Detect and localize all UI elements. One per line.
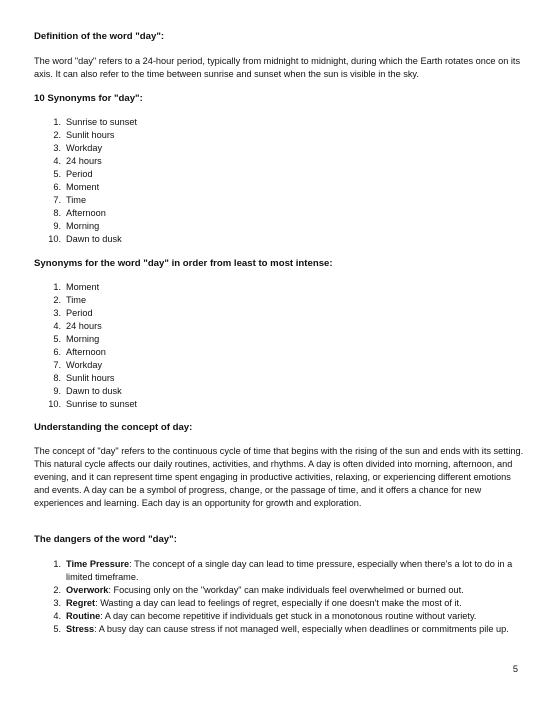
list-item: 4. 24 hours	[53, 321, 102, 331]
list-item: 1. Time Pressure: The concept of a single day can lead to time pressure, especially when there's a lot to do in a limited timeframe.	[53, 559, 513, 582]
definition-heading: Definition of the word "day":	[34, 31, 165, 42]
list-item: 7. Workday	[53, 360, 103, 370]
list-item: 9. Dawn to dusk	[53, 386, 122, 396]
list-item: 9. Morning	[53, 221, 100, 231]
list-item: 3. Workday	[53, 143, 103, 153]
list-item: 1. Sunrise to sunset	[53, 117, 137, 127]
list-item: 3. Period	[53, 308, 93, 318]
list-item: 8. Afternoon	[53, 208, 106, 218]
intensity-list	[34, 281, 137, 411]
list-item: 10. Sunrise to sunset	[48, 399, 137, 409]
dangers-list	[34, 558, 524, 636]
synonyms-heading: 10 Synonyms for "day":	[34, 93, 143, 104]
list-item: 2. Time	[53, 295, 87, 305]
list-item: 3. Regret: Wasting a day can lead to feelings of regret, especially if one doesn't make the most of it.	[53, 598, 462, 608]
page-number: 5	[512, 664, 518, 674]
list-item: 5. Period	[53, 169, 93, 179]
list-item: 6. Afternoon	[53, 347, 106, 357]
definition-paragraph: The word "day" refers to a 24-hour period, typically from midnight to midnight, during which the Earth rotates once on its axis. It can also refer to the time between sunrise and sunset when the sun is visible in the sky.	[34, 56, 521, 79]
synonyms-list	[34, 116, 137, 246]
list-item: 6. Moment	[53, 182, 100, 192]
list-item: 4. Routine: A day can become repetitive if individuals get stuck in a monotonous routine without variety.	[53, 611, 477, 621]
list-item: 4. 24 hours	[53, 156, 102, 166]
list-item: 1. Moment	[53, 282, 100, 292]
list-item: 10. Dawn to dusk	[48, 234, 122, 244]
dangers-heading: The dangers of the word "day":	[34, 534, 177, 545]
concept-heading: Understanding the concept of day:	[34, 422, 193, 433]
list-item: 7. Time	[53, 195, 87, 205]
intensity-heading: Synonyms for the word "day" in order from least to most intense:	[34, 258, 333, 269]
list-item: 5. Morning	[53, 334, 100, 344]
list-item: 5. Stress: A busy day can cause stress if not managed well, especially when deadlines or commitments pile up.	[53, 624, 509, 634]
list-item: 2. Overwork: Focusing only on the "workday" can make individuals feel overwhelmed or burned out.	[53, 585, 464, 595]
list-item: 2. Sunlit hours	[53, 130, 115, 140]
list-item: 8. Sunlit hours	[53, 373, 115, 383]
concept-paragraph: The concept of "day" refers to the continuous cycle of time that begins with the rising of the sun and ends with its setting. This natural cycle affects our daily routines, activities, and rhythms. A day is often divided into morning, afternoon, and evening, and it can represent time spent engaging in productive activities, relaxing, or experiencing different emotions and events. A day can be a symbol of progress, change, or the passage of time, and it offers a chance for new experiences and learning. Each day is an opportunity for growth and exploration.	[34, 446, 524, 508]
